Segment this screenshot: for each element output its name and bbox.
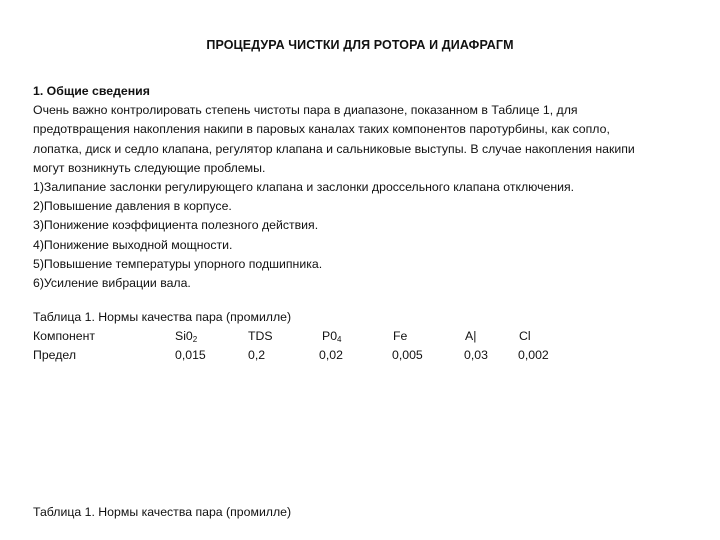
paragraph-line: могут возникнуть следующие проблемы. [33,160,266,175]
section-heading: 1. Общие сведения [33,84,150,98]
problem-item: 3)Понижение коэффициента полезного действия. [33,218,319,233]
header-cell-po4: $P0_4$ [322,329,342,344]
header-cell-tds: TDS [248,329,273,343]
problem-item: 2)Повышение давления в корпусе. [33,199,232,214]
paragraph-line: предотвращения накопления накипи в паровых каналах таких компонентов паротурбины, как сопло, [33,122,610,137]
table-cell: 0,015 [175,348,206,362]
table-cell: 0,002 [518,348,549,362]
paragraph-line: лопатка, диск и седло клапана, регулятор клапана и сальниковые выступы. В случае накопления накипи [33,141,635,156]
table-cell: 0,03 [464,348,488,362]
header-cell-cl: Cl [519,329,531,343]
problem-item: 6)Усиление вибрации вала. [33,276,191,291]
problems-list [33,178,693,293]
table-header-row [33,327,633,346]
row-label: Предел [33,348,77,362]
steam-quality-table [33,308,633,365]
header-label: Компонент [33,329,96,343]
table-caption-text: Таблица 1. Нормы качества пара (промилле) [33,310,292,324]
document-title: ПРОЦЕДУРА ЧИСТКИ ДЛЯ РОТОРА И ДИАФРАГМ [206,38,514,52]
problem-item: 1)Залипание заслонки регулирующего клапана и заслонки дроссельного клапана отключения. [33,180,575,195]
header-cell-al: A| [465,329,477,343]
paragraph-line: Очень важно контролировать степень чистоты пара в диапазоне, показанном в Таблице 1, для [33,103,578,118]
footer-caption: Таблица 1. Нормы качества пара (промилле) [33,505,292,519]
table-cell: 0,02 [319,348,343,362]
table-cell: 0,2 [248,348,266,362]
intro-paragraph [33,101,693,178]
table-cell: 0,005 [392,348,423,362]
header-cell-sio2: $Si0_2$ [175,329,198,344]
general-info-section [33,82,693,293]
problem-item: 5)Повышение температуры упорного подшипника. [33,256,323,271]
table-caption [33,308,633,327]
problem-item: 4)Понижение выходной мощности. [33,237,233,252]
table-row [33,346,633,365]
header-cell-fe: Fe [393,329,408,343]
